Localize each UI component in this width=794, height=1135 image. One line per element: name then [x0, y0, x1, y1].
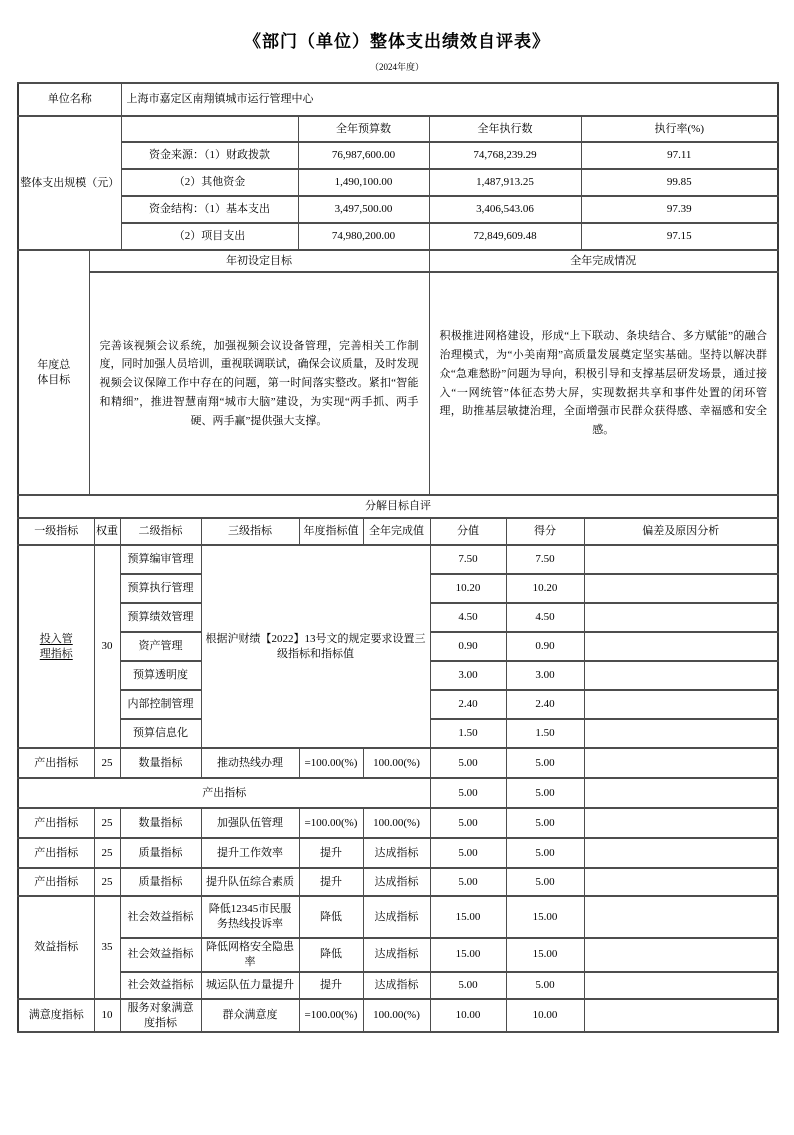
- note-cell: 根据沪财绩【2022】13号文的规定要求设置三级指标和指标值: [201, 545, 430, 748]
- level1-cell: 效益指标: [18, 896, 94, 999]
- got-cell: 5.00: [506, 838, 584, 868]
- rate-header-cell: 执行率(%): [581, 116, 778, 142]
- level3-cell: 城运队伍力量提升: [201, 972, 299, 999]
- initial-goal-text-cell: 完善该视频会议系统，加强视频会议设备管理，完善相关工作制度，同时加强人员培训，重视联调联试，确保会议质量，及时发现视频会议保障工作中存在的问题，第一时间落实整改。紧扣“智能和精细”，推进智慧南翔“城市大脑”建设，为实现“两手抓、两手硬、两手赢”提供强大支撑。: [89, 272, 429, 495]
- actual-cell: 达成指标: [363, 838, 430, 868]
- weight-cell: 30: [94, 545, 120, 748]
- target-cell: 降低: [299, 896, 363, 938]
- financial-table: [17, 82, 779, 251]
- deviation-cell: [584, 972, 778, 999]
- completion-text-cell: 积极推进网格建设，形成“上下联动、条块结合、多方赋能”的融合治理模式，为“小美南翔”高质量发展奠定坚实基础。坚持以解决群众“急难愁盼”问题为导向，积极引导和支撑基层研发场景，通过接入“一网统管”体征态势大屏，实现数据共享和事件处置的闭环管理，助推基层敏捷治理，全面增强市民群众获得感、幸福感和安全感。: [429, 272, 778, 495]
- level2-cell: 社会效益指标: [120, 896, 201, 938]
- got-cell: 15.00: [506, 896, 584, 938]
- self-eval-section-title-cell: 分解目标自评: [18, 495, 778, 518]
- initial-goal-header-cell: 年初设定目标: [89, 250, 429, 272]
- score-cell: 5.00: [430, 838, 506, 868]
- level3-cell: 推动热线办理: [201, 748, 299, 778]
- col-header-weight: 权重: [94, 518, 120, 545]
- score-cell: 1.50: [430, 719, 506, 748]
- level3-cell: 提升队伍综合素质: [201, 868, 299, 896]
- col-header-actual: 全年完成值: [363, 518, 430, 545]
- got-cell: 5.00: [506, 748, 584, 778]
- col-header-level1: 一级指标: [18, 518, 94, 545]
- level2-cell: 数量指标: [120, 748, 201, 778]
- level2-cell: 预算信息化: [120, 719, 201, 748]
- deviation-cell: [584, 999, 778, 1033]
- budget-value-cell: 1,490,100.00: [298, 169, 429, 196]
- level2-cell: 预算编审管理: [120, 545, 201, 574]
- deviation-cell: [584, 896, 778, 938]
- target-cell: 提升: [299, 868, 363, 896]
- level1-cell: 产出指标: [18, 748, 94, 778]
- annual-goal-table: [17, 249, 779, 496]
- got-cell: 5.00: [506, 808, 584, 838]
- budget-value-cell: 76,987,600.00: [298, 142, 429, 169]
- score-cell: 5.00: [430, 748, 506, 778]
- annual-goal-label-cell: [18, 250, 89, 495]
- deviation-cell: [584, 748, 778, 778]
- actual-cell: 100.00(%): [363, 999, 430, 1033]
- deviation-cell: [584, 603, 778, 632]
- score-cell: 0.90: [430, 632, 506, 661]
- level2-cell: 预算透明度: [120, 661, 201, 690]
- deviation-cell: [584, 868, 778, 896]
- level1-cell: [18, 545, 94, 748]
- level1-cell: 产出指标: [18, 838, 94, 868]
- got-cell: 5.00: [506, 972, 584, 999]
- level3-cell: 降低网格安全隐患率: [201, 938, 299, 972]
- weight-cell: 25: [94, 868, 120, 896]
- weight-cell: 25: [94, 838, 120, 868]
- actual-cell: 达成指标: [363, 868, 430, 896]
- score-cell: 10.00: [430, 999, 506, 1033]
- got-cell: 7.50: [506, 545, 584, 574]
- col-header-level3: 三级指标: [201, 518, 299, 545]
- col-header-level2: 二级指标: [120, 518, 201, 545]
- score-cell: 2.40: [430, 690, 506, 719]
- level2-cell: 预算执行管理: [120, 574, 201, 603]
- deviation-cell: [584, 690, 778, 719]
- level1-cell: 产出指标: [18, 868, 94, 896]
- col-header-target: 年度指标值: [299, 518, 363, 545]
- level1-cell: 产出指标: [18, 808, 94, 838]
- level3-cell: 加强队伍管理: [201, 808, 299, 838]
- level3-cell: 群众满意度: [201, 999, 299, 1033]
- deviation-cell: [584, 545, 778, 574]
- deviation-cell: [584, 661, 778, 690]
- level2-cell: 预算绩效管理: [120, 603, 201, 632]
- level1-cell: 满意度指标: [18, 999, 94, 1033]
- weight-cell: 25: [94, 808, 120, 838]
- level2-cell: 社会效益指标: [120, 972, 201, 999]
- unit-name-label-cell: 单位名称: [18, 83, 121, 116]
- level2-cell: 内部控制管理: [120, 690, 201, 719]
- execution-value-cell: 72,849,609.48: [429, 223, 581, 250]
- actual-cell: 达成指标: [363, 972, 430, 999]
- execution-value-cell: 74,768,239.29: [429, 142, 581, 169]
- level2-cell: 质量指标: [120, 838, 201, 868]
- score-cell: 10.20: [430, 574, 506, 603]
- score-cell: 5.00: [430, 972, 506, 999]
- score-cell: 7.50: [430, 545, 506, 574]
- rate-value-cell: 97.15: [581, 223, 778, 250]
- funding-item-cell: （2）项目支出: [121, 223, 298, 250]
- target-cell: =100.00(%): [299, 748, 363, 778]
- budget-value-cell: 3,497,500.00: [298, 196, 429, 223]
- budget-header-cell: 全年预算数: [298, 116, 429, 142]
- actual-cell: 100.00(%): [363, 808, 430, 838]
- level2-cell: 数量指标: [120, 808, 201, 838]
- deviation-cell: [584, 838, 778, 868]
- document-page: [0, 27, 794, 1033]
- score-cell: 5.00: [430, 808, 506, 838]
- actual-cell: 100.00(%): [363, 748, 430, 778]
- level2-cell: 资产管理: [120, 632, 201, 661]
- got-cell: 0.90: [506, 632, 584, 661]
- level3-cell: 提升工作效率: [201, 838, 299, 868]
- funding-item-cell: 资金结构：（1）基本支出: [121, 196, 298, 223]
- target-cell: 提升: [299, 838, 363, 868]
- unit-name-value-cell: 上海市嘉定区南翔镇城市运行管理中心: [121, 83, 778, 116]
- got-cell: 5.00: [506, 778, 584, 808]
- empty-cell: [121, 116, 298, 142]
- deviation-cell: [584, 719, 778, 748]
- rate-value-cell: 97.39: [581, 196, 778, 223]
- got-cell: 15.00: [506, 938, 584, 972]
- got-cell: 5.00: [506, 868, 584, 896]
- deviation-cell: [584, 938, 778, 972]
- deviation-cell: [584, 632, 778, 661]
- level2-cell: 服务对象满意度指标: [120, 999, 201, 1033]
- got-cell: 10.20: [506, 574, 584, 603]
- output-summary-cell: 产出指标: [18, 778, 430, 808]
- got-cell: 4.50: [506, 603, 584, 632]
- weight-cell: 35: [94, 896, 120, 999]
- funding-item-cell: （2）其他资金: [121, 169, 298, 196]
- score-cell: 5.00: [430, 778, 506, 808]
- weight-cell: 25: [94, 748, 120, 778]
- level3-cell: 降低12345市民服务热线投诉率: [201, 896, 299, 938]
- budget-value-cell: 74,980,200.00: [298, 223, 429, 250]
- target-cell: =100.00(%): [299, 999, 363, 1033]
- got-cell: 1.50: [506, 719, 584, 748]
- funding-item-cell: 资金来源：（1）财政拨款: [121, 142, 298, 169]
- actual-cell: 达成指标: [363, 896, 430, 938]
- level1-label: 投入管理指标: [39, 632, 73, 660]
- actual-cell: 达成指标: [363, 938, 430, 972]
- page-title: 《部门（单位）整体支出绩效自评表》: [244, 32, 550, 51]
- deviation-cell: [584, 808, 778, 838]
- got-cell: 10.00: [506, 999, 584, 1033]
- self-eval-table: [17, 494, 779, 1033]
- score-cell: 15.00: [430, 896, 506, 938]
- score-cell: 15.00: [430, 938, 506, 972]
- score-cell: 5.00: [430, 868, 506, 896]
- scale-label-cell: 整体支出规模（元）: [18, 116, 121, 250]
- col-header-deviation: 偏差及原因分析: [584, 518, 778, 545]
- completion-header-cell: 全年完成情况: [429, 250, 778, 272]
- execution-header-cell: 全年执行数: [429, 116, 581, 142]
- execution-value-cell: 1,487,913.25: [429, 169, 581, 196]
- got-cell: 3.00: [506, 661, 584, 690]
- execution-value-cell: 3,406,543.06: [429, 196, 581, 223]
- got-cell: 2.40: [506, 690, 584, 719]
- col-header-score: 分值: [430, 518, 506, 545]
- rate-value-cell: 97.11: [581, 142, 778, 169]
- target-cell: 提升: [299, 972, 363, 999]
- col-header-got: 得分: [506, 518, 584, 545]
- deviation-cell: [584, 574, 778, 603]
- score-cell: 3.00: [430, 661, 506, 690]
- page-subtitle: （2024年度）: [369, 62, 424, 72]
- level2-cell: 社会效益指标: [120, 938, 201, 972]
- target-cell: 降低: [299, 938, 363, 972]
- weight-cell: 10: [94, 999, 120, 1033]
- annual-goal-label: 年度总体目标: [37, 358, 71, 386]
- target-cell: =100.00(%): [299, 808, 363, 838]
- level2-cell: 质量指标: [120, 868, 201, 896]
- deviation-cell: [584, 778, 778, 808]
- score-cell: 4.50: [430, 603, 506, 632]
- rate-value-cell: 99.85: [581, 169, 778, 196]
